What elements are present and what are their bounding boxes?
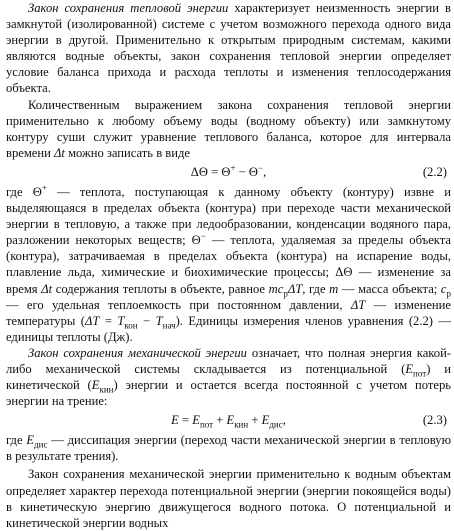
eq2-E2: E bbox=[226, 413, 235, 428]
p4-t1: означает, что полная энергия какой-либо механической системы складывается из потенциальной ( bbox=[6, 345, 451, 376]
paragraph-dissipation bbox=[6, 432, 451, 464]
p3-t10: − bbox=[137, 313, 156, 328]
eq2-E1: E bbox=[192, 413, 200, 428]
p3-Tk-sub: кон bbox=[124, 320, 138, 331]
p5-E: E bbox=[26, 433, 35, 448]
symbol-delta-t: Δt bbox=[54, 145, 65, 160]
p4-E1: E bbox=[405, 361, 414, 376]
p3-dT-b: ΔT bbox=[350, 297, 366, 312]
p3-t4: содержания теплоты в объекте, равное bbox=[52, 281, 269, 296]
p4-t2: ) и кинетической ( bbox=[6, 361, 451, 393]
p3-dT-c: ΔT bbox=[84, 313, 100, 328]
eq2-E1-sub: пот bbox=[199, 419, 214, 430]
p3-c-sub: p bbox=[446, 288, 451, 299]
p5-t1: где bbox=[6, 433, 27, 448]
eq2-plus2: + bbox=[248, 413, 262, 428]
p3-t2: — теплота, поступающая к данному объекту (контуру) извне и выделяющаяся в пределах объекта (контура) при переходе части механической энергии в тепловую, а также при ледообразовании, конденсации водяного пара, разложении некоторых веществ; Θ bbox=[6, 184, 451, 248]
paragraph-thermal-law bbox=[6, 0, 451, 97]
eq2-plus1: + bbox=[213, 413, 227, 428]
eq1-sup-minus: − bbox=[258, 162, 264, 173]
p3-s1: + bbox=[41, 182, 47, 193]
p3-dT-a: ΔT bbox=[287, 281, 303, 296]
p6-text: Закон сохранения механической энергии применительно к водным объектам определяет характер перехода потенциальной энергии (энергии покоящейся воды) в кинетическую энергию движущегося водного потока. О потенциальной и кинетической энергии водных bbox=[6, 467, 451, 530]
eq2-E2-sub: кин bbox=[234, 419, 249, 430]
equation-2-3-body bbox=[6, 412, 451, 428]
eq1-lhs: ΔΘ = Θ bbox=[190, 164, 231, 179]
p3-Tn-sub: нач bbox=[162, 320, 176, 331]
p3-t5: , где bbox=[302, 281, 330, 296]
term-mechanical-law: Закон сохранения механической энергии bbox=[28, 345, 247, 360]
p4-E2-sub: кин bbox=[99, 384, 114, 395]
equation-2-2 bbox=[6, 164, 451, 180]
p3-mc: mc bbox=[268, 281, 284, 296]
heat-balance-text-b: можно записать в виде bbox=[64, 145, 190, 160]
p3-c: c bbox=[440, 281, 447, 296]
thermal-law-text: характеризует неизменность энергии в замкнутой (изолированной) системе с учетом возможного перехода одного вида энергии в другой. Применительно к открытым природным системам, какими являются водные объекты, закон сохранения тепловой энергии определяет условие баланса прихода и расхода теплоты и изменения теплосодержания объекта. bbox=[6, 1, 451, 96]
equation-2-3 bbox=[6, 412, 451, 428]
p3-t7: — его удельная теплоемкость при постоянном давлении, bbox=[6, 297, 351, 312]
eq2-E: E bbox=[171, 413, 179, 428]
paragraph-heat-balance-intro bbox=[6, 97, 451, 161]
p3-t8: — изменение температуры ( bbox=[6, 297, 451, 328]
paragraph-mechanical-law bbox=[6, 345, 451, 409]
eq2-E3-sub: дис bbox=[269, 419, 283, 430]
eq2-eq: = bbox=[178, 413, 193, 428]
heat-balance-text-a: Количественным выражением закона сохранения тепловой энергии применительно к любому объему воды (водному объекту) или замкнутому контуру суши служит уравнение теплового баланса, которое для интервала времени bbox=[6, 97, 451, 160]
p3-Tk: T bbox=[117, 313, 125, 328]
p5-t2: — диссипация энергии (переход части механической энергии в тепловую в результате трения). bbox=[6, 433, 451, 464]
equation-2-2-body bbox=[6, 164, 451, 180]
eq2-E3: E bbox=[261, 413, 270, 428]
equation-number-2-2: (2.2) bbox=[422, 164, 447, 179]
eq1-mid: − Θ bbox=[235, 164, 259, 179]
p3-dt: Δt bbox=[41, 281, 53, 296]
p5-E-sub: дис bbox=[34, 439, 48, 450]
p3-t6: — масса объекта; bbox=[338, 281, 441, 296]
equation-number-2-3: (2.3) bbox=[422, 413, 447, 428]
term-thermal-law: Закон сохранения тепловой энергии bbox=[28, 1, 229, 15]
p4-E2: E bbox=[91, 378, 100, 393]
paragraph-heat-terms bbox=[6, 184, 451, 345]
p4-t3: ) энергии и остается всегда постоянной с учетом потерь энергии на трение: bbox=[6, 378, 452, 409]
p3-t3: — теплота, удаляемая за пределы объекта (контура), затрачиваемая в пределах объекта (контура) на испарение воды, плавление льда, химические и биохимические процессы; ΔΘ — изменение за время bbox=[6, 233, 451, 296]
p3-s2: − bbox=[200, 231, 206, 242]
p4-E1-sub: пот bbox=[413, 368, 427, 379]
p3-mc-sub: p bbox=[283, 288, 288, 299]
p3-Tn: T bbox=[155, 313, 163, 328]
p3-t11: ). Единицы измерения членов уравнения (2.2) — единицы теплоты (Дж). bbox=[6, 313, 451, 344]
eq1-tail: , bbox=[263, 164, 267, 179]
p3-m: m bbox=[329, 281, 339, 296]
p3-t1: где Θ bbox=[6, 184, 42, 199]
eq2-tail: , bbox=[282, 413, 286, 428]
p3-t9: = bbox=[99, 313, 118, 328]
paragraph-mechanical-application bbox=[6, 466, 451, 530]
eq1-sup-plus: + bbox=[230, 162, 236, 173]
